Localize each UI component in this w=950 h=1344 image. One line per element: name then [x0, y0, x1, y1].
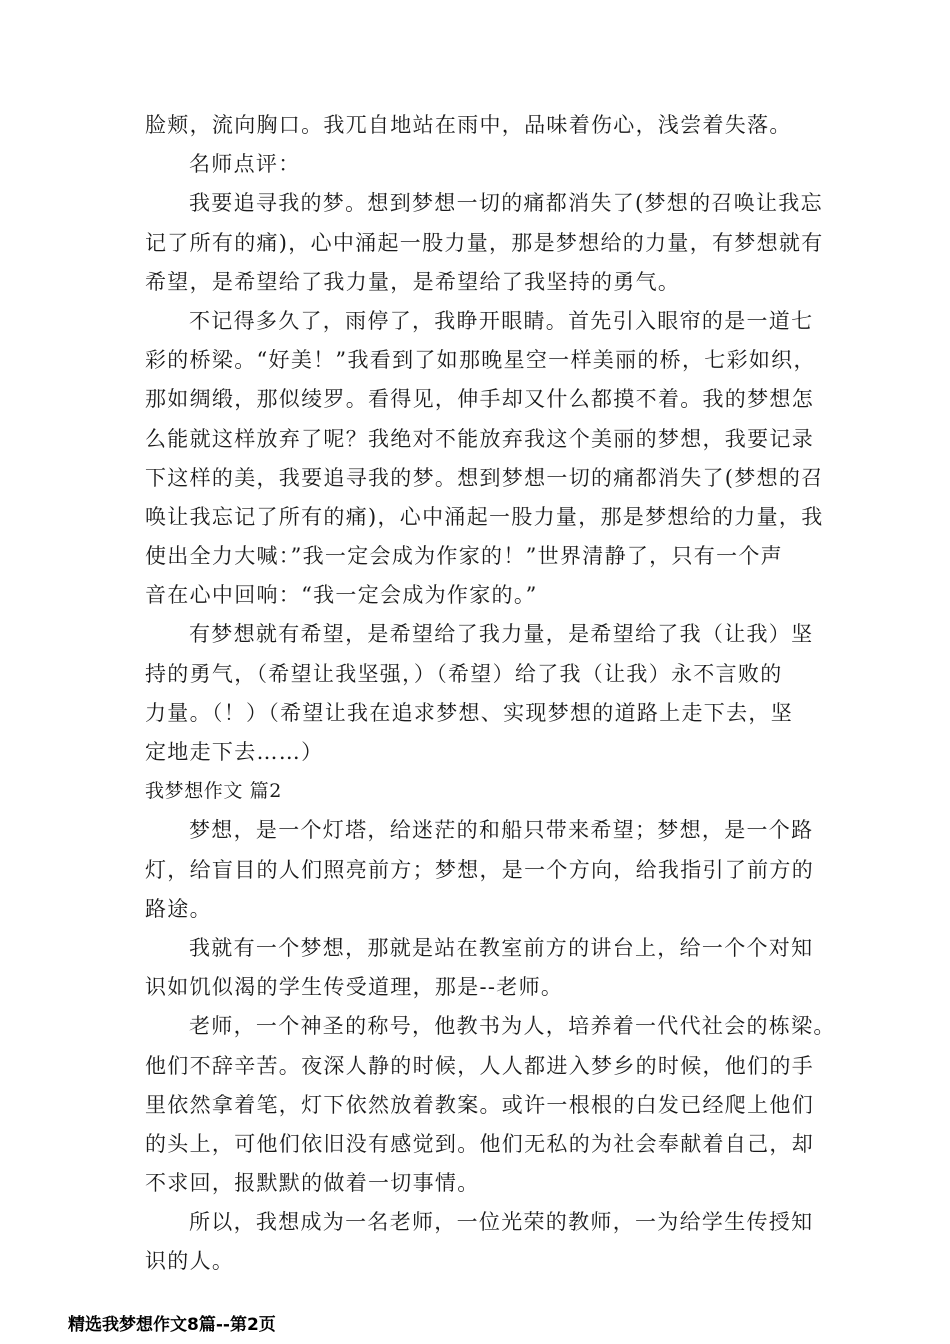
document-body — [145, 106, 836, 1282]
text-line: 路途。 — [145, 896, 212, 921]
text-line: 灯，给盲目的人们照亮前方；梦想，是一个方向，给我指引了前方的 — [145, 857, 814, 882]
text-line: 所以，我想成为一名老师，一位光荣的教师，一为给学生传授知 — [189, 1210, 814, 1235]
text-line: 有梦想就有希望，是希望给了我力量，是希望给了我（让我）坚 — [189, 622, 814, 647]
text-line: 力量。（！）（希望让我在追求梦想、实现梦想的道路上走下去，坚 — [145, 700, 793, 725]
text-line: 那如绸缎，那似绫罗。看得见，伸手却又什么都摸不着。我的梦想怎 — [145, 387, 814, 412]
text-line: 老师，一个神圣的称号，他教书为人，培养着一代代社会的栋梁。 — [189, 1014, 836, 1039]
text-line: 使出全力大喊：”我一定会成为作家的！”世界清静了，只有一个声 — [145, 544, 783, 569]
text-line: 不求回，报默默的做着一切事情。 — [145, 1171, 480, 1196]
section-heading: 我梦想作文 篇2 — [145, 780, 282, 803]
text-line: 的头上，可他们依旧没有感觉到。他们无私的为社会奉献着自己，却 — [145, 1131, 814, 1156]
text-line: 音在心中回响：“我一定会成为作家的。” — [145, 583, 538, 608]
text-line: 记了所有的痛)，心中涌起一股力量，那是梦想给的力量，有梦想就有 — [145, 230, 824, 255]
text-line: 梦想，是一个灯塔，给迷茫的和船只带来希望；梦想，是一个路 — [189, 818, 814, 843]
review-label: 名师点评： — [189, 152, 301, 177]
text-line: 定地走下去……） — [145, 740, 324, 764]
text-line: 他们不辞辛苦。夜深人静的时候，人人都进入梦乡的时候，他们的手 — [145, 1053, 814, 1078]
text-line: 识的人。 — [145, 1249, 235, 1274]
text-line: 我就有一个梦想，那就是站在教室前方的讲台上，给一个个对知 — [189, 935, 814, 960]
text-line: 彩的桥梁。“好美！”我看到了如那晚星空一样美丽的桥，七彩如织， — [145, 348, 816, 373]
text-line: 脸颊，流向胸口。我兀自地站在雨中，品味着伤心，浅尝着失落。 — [145, 113, 792, 137]
text-line: 不记得多久了，雨停了，我睁开眼睛。首先引入眼帘的是一道七 — [189, 308, 814, 333]
text-line: 唤让我忘记了所有的痛)，心中涌起一股力量，那是梦想给的力量，我 — [145, 504, 824, 529]
text-line: 么能就这样放弃了呢？我绝对不能放弃我这个美丽的梦想，我要记录 — [145, 426, 814, 451]
text-line: 持的勇气，（希望让我坚强，）（希望）给了我（让我）永不言败的 — [145, 661, 783, 686]
text-line: 下这样的美，我要追寻我的梦。想到梦想一切的痛都消失了(梦想的召 — [145, 465, 824, 490]
page-footer: 精选我梦想作文8篇--第2页 — [68, 1315, 276, 1335]
text-line: 里依然拿着笔，灯下依然放着教案。或许一根根的白发已经爬上他们 — [145, 1092, 814, 1117]
text-line: 我要追寻我的梦。想到梦想一切的痛都消失了(梦想的召唤让我忘 — [189, 191, 823, 216]
text-line: 识如饥似渴的学生传受道理，那是--老师。 — [145, 975, 564, 1000]
text-line: 希望，是希望给了我力量，是希望给了我坚持的勇气。 — [145, 269, 681, 294]
